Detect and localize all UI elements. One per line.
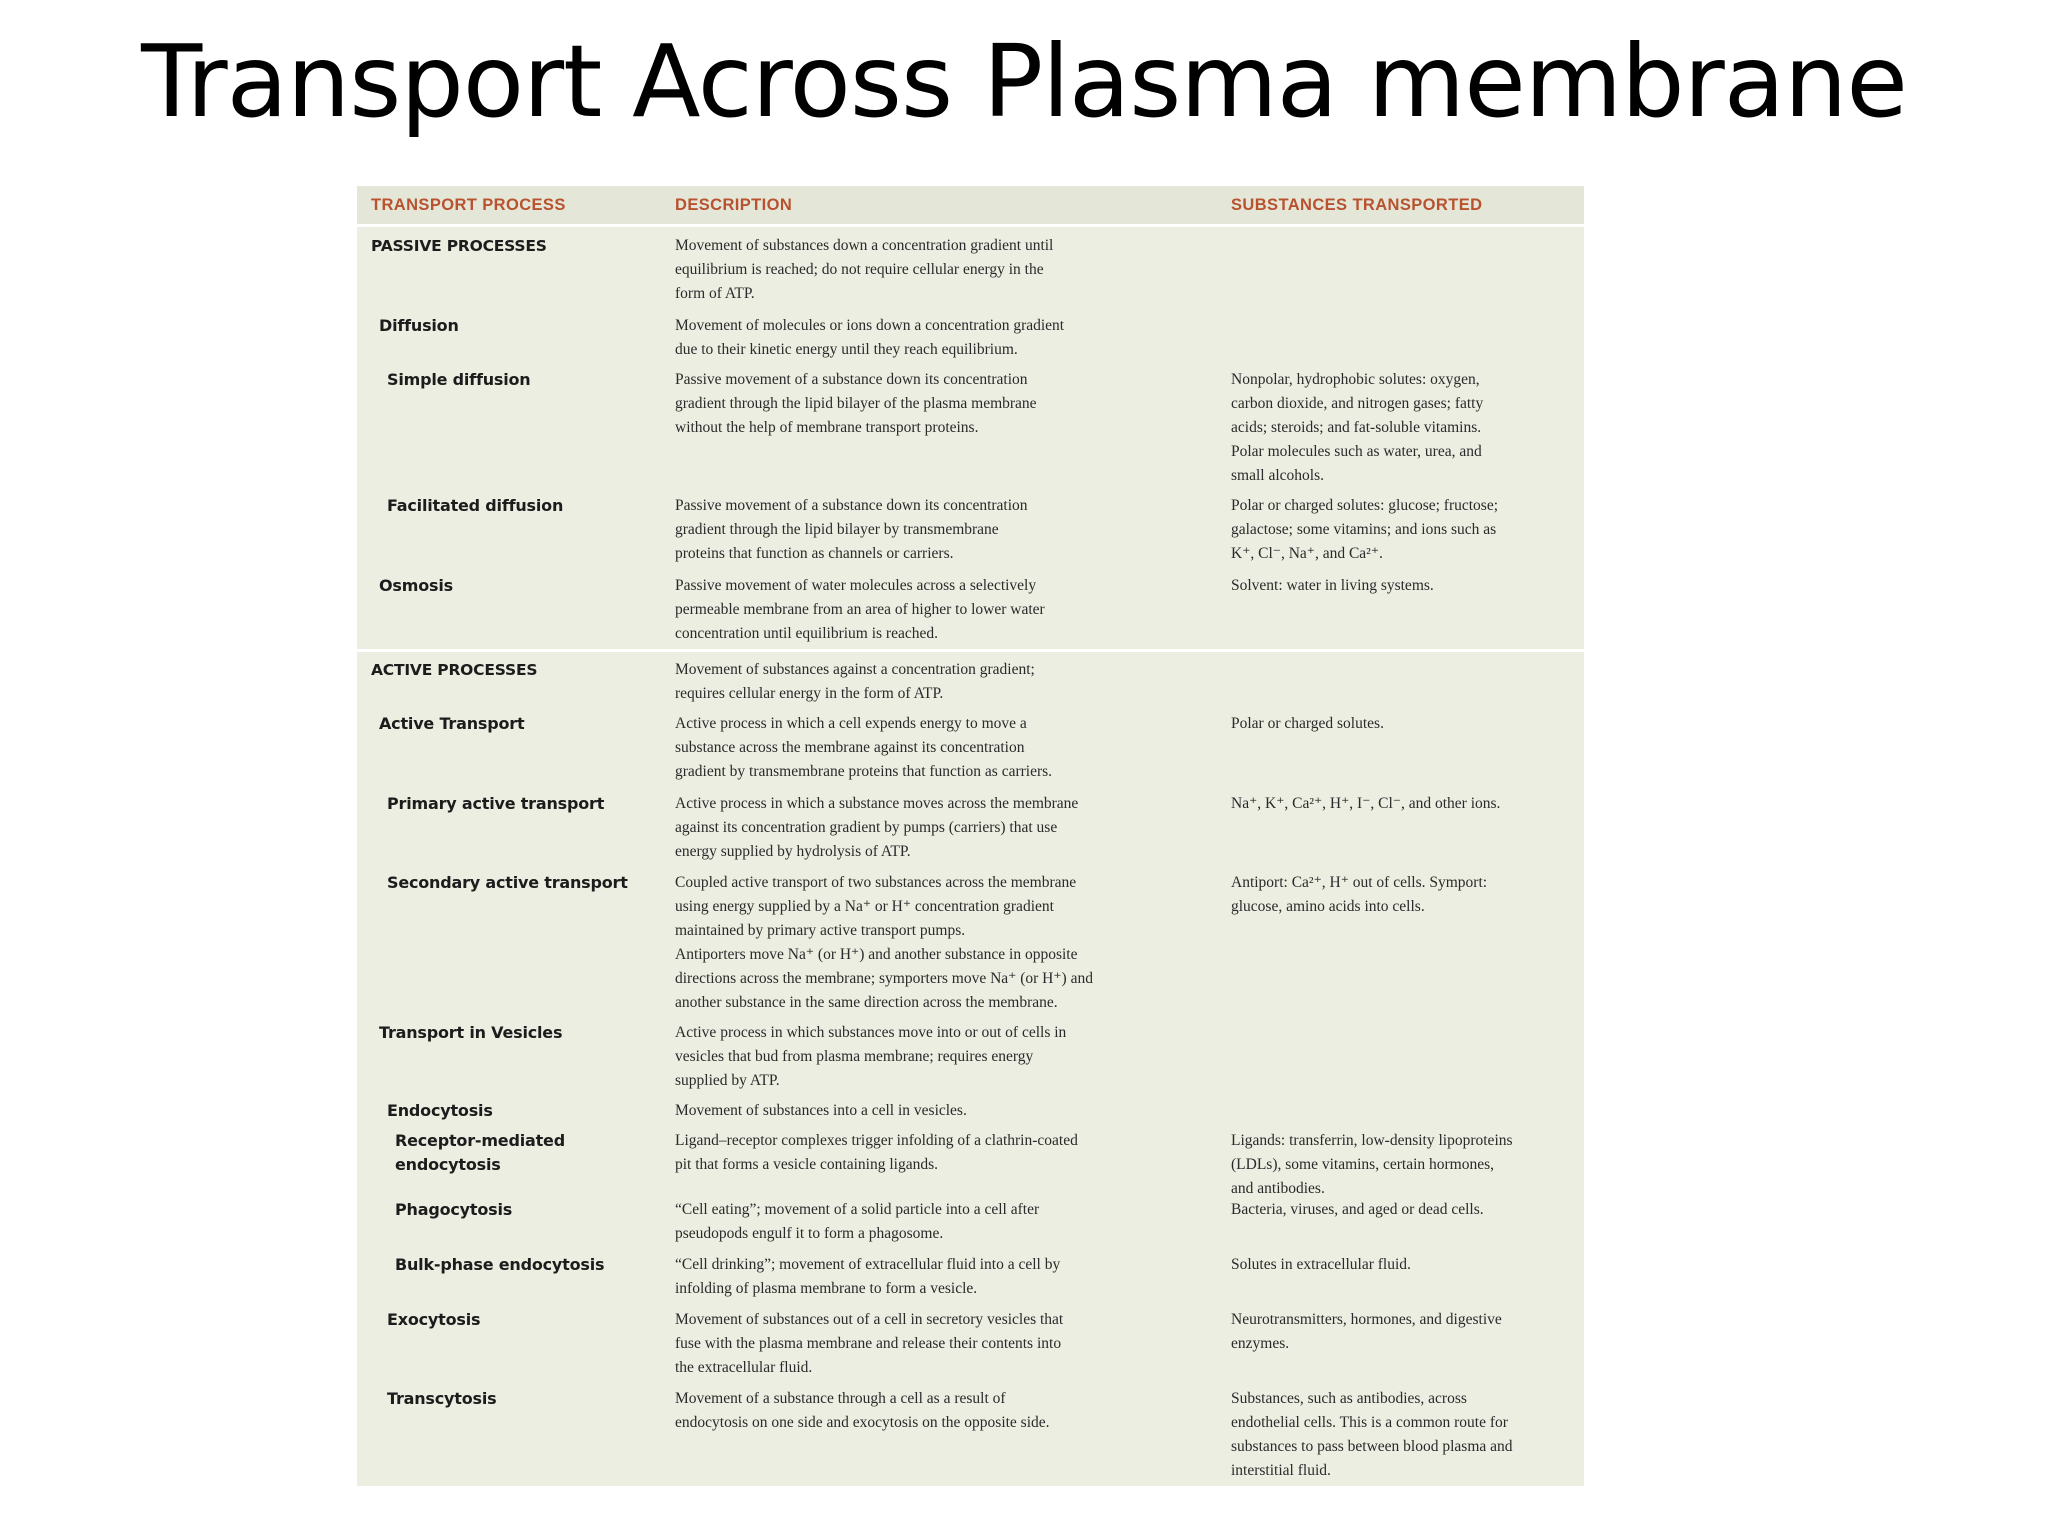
transport-process-cell: Endocytosis bbox=[387, 1101, 493, 1120]
description-cell bbox=[675, 1129, 1175, 1177]
description-line: Movement of substances down a concentration gradient until bbox=[675, 237, 1054, 254]
substances-line: Solvent: water in living systems. bbox=[1231, 577, 1434, 594]
description-line: gradient through the lipid bilayer by transmembrane bbox=[675, 521, 999, 538]
substances-line: K⁺, Cl⁻, Na⁺, and Ca²⁺. bbox=[1231, 545, 1383, 562]
description-cell bbox=[675, 234, 1175, 306]
description-cell bbox=[675, 1253, 1175, 1301]
substances-cell bbox=[1231, 368, 1571, 488]
description-line: Active process in which a substance moves across the membrane bbox=[675, 795, 1079, 812]
description-line: Passive movement of water molecules across a selectively bbox=[675, 577, 1037, 594]
substances-cell bbox=[1231, 574, 1571, 598]
transport-process-cell: Diffusion bbox=[379, 316, 459, 335]
table-header bbox=[357, 186, 1584, 227]
description-cell bbox=[675, 494, 1175, 566]
description-cell bbox=[675, 1308, 1175, 1380]
description-line: directions across the membrane; symporters move Na⁺ (or H⁺) and bbox=[675, 970, 1093, 987]
substances-line: Neurotransmitters, hormones, and digestive bbox=[1231, 1311, 1502, 1328]
description-cell bbox=[675, 368, 1175, 440]
description-line: Movement of substances against a concentration gradient; bbox=[675, 661, 1035, 678]
description-cell bbox=[675, 1198, 1175, 1246]
substances-line: Polar molecules such as water, urea, and bbox=[1231, 443, 1482, 460]
transport-process-cell: Transcytosis bbox=[387, 1389, 497, 1408]
description-line: proteins that function as channels or carriers. bbox=[675, 545, 954, 562]
description-line: without the help of membrane transport proteins. bbox=[675, 419, 979, 436]
description-line: Passive movement of a substance down its concentration bbox=[675, 371, 1028, 388]
description-line: fuse with the plasma membrane and release their contents into bbox=[675, 1335, 1062, 1352]
header-transport-process: TRANSPORT PROCESS bbox=[371, 196, 566, 214]
substances-line: glucose, amino acids into cells. bbox=[1231, 898, 1425, 915]
description-cell bbox=[675, 712, 1175, 784]
header-substances-transported: SUBSTANCES TRANSPORTED bbox=[1231, 196, 1483, 214]
substances-line: endothelial cells. This is a common route for bbox=[1231, 1414, 1508, 1431]
description-line: using energy supplied by a Na⁺ or H⁺ concentration gradient bbox=[675, 898, 1054, 915]
substances-cell bbox=[1231, 792, 1571, 816]
substances-line: substances to pass between blood plasma and bbox=[1231, 1438, 1513, 1455]
substances-line: Polar or charged solutes: glucose; fructose; bbox=[1231, 497, 1499, 514]
substances-cell bbox=[1231, 712, 1571, 736]
description-cell bbox=[675, 1099, 1175, 1123]
description-line: Movement of substances into a cell in vesicles. bbox=[675, 1102, 967, 1119]
substances-line: Solutes in extracellular fluid. bbox=[1231, 1256, 1411, 1273]
description-line: concentration until equilibrium is reached. bbox=[675, 625, 938, 642]
description-line: the extracellular fluid. bbox=[675, 1359, 813, 1376]
description-line: vesicles that bud from plasma membrane; requires energy bbox=[675, 1048, 1034, 1065]
substances-line: interstitial fluid. bbox=[1231, 1462, 1331, 1479]
description-cell bbox=[675, 1021, 1175, 1093]
description-line: due to their kinetic energy until they reach equilibrium. bbox=[675, 341, 1018, 358]
substances-line: Na⁺, K⁺, Ca²⁺, H⁺, I⁻, Cl⁻, and other ions. bbox=[1231, 795, 1501, 812]
transport-process-cell: Bulk-phase endocytosis bbox=[395, 1255, 605, 1274]
description-line: Active process in which substances move into or out of cells in bbox=[675, 1024, 1067, 1041]
section-divider bbox=[357, 649, 1584, 652]
substances-line: Polar or charged solutes. bbox=[1231, 715, 1384, 732]
description-line: energy supplied by hydrolysis of ATP. bbox=[675, 843, 911, 860]
transport-process-cell: ACTIVE PROCESSES bbox=[371, 661, 538, 679]
substances-line: galactose; some vitamins; and ions such as bbox=[1231, 521, 1497, 538]
description-line: permeable membrane from an area of higher to lower water bbox=[675, 601, 1045, 618]
description-line: Ligand–receptor complexes trigger infolding of a clathrin-coated bbox=[675, 1132, 1078, 1149]
description-line: Movement of substances out of a cell in secretory vesicles that bbox=[675, 1311, 1064, 1328]
substances-line: Ligands: transferrin, low-density lipoproteins bbox=[1231, 1132, 1513, 1149]
description-cell bbox=[675, 314, 1175, 362]
substances-cell bbox=[1231, 1129, 1571, 1201]
substances-cell bbox=[1231, 1387, 1571, 1483]
description-line: endocytosis on one side and exocytosis on the opposite side. bbox=[675, 1414, 1050, 1431]
description-cell bbox=[675, 1387, 1175, 1435]
description-line: gradient by transmembrane proteins that function as carriers. bbox=[675, 763, 1053, 780]
transport-process-cell: Phagocytosis bbox=[395, 1200, 513, 1219]
description-cell bbox=[675, 658, 1175, 706]
description-line: maintained by primary active transport pumps. bbox=[675, 922, 966, 939]
transport-process-cell: PASSIVE PROCESSES bbox=[371, 237, 547, 255]
description-line: Movement of a substance through a cell as a result of bbox=[675, 1390, 1006, 1407]
transport-process-cell: Receptor-mediated endocytosis bbox=[395, 1131, 565, 1174]
description-line: equilibrium is reached; do not require cellular energy in the bbox=[675, 261, 1044, 278]
description-cell bbox=[675, 792, 1175, 864]
substances-cell bbox=[1231, 1308, 1571, 1356]
transport-process-cell: Transport in Vesicles bbox=[379, 1023, 563, 1042]
substances-line: Nonpolar, hydrophobic solutes: oxygen, bbox=[1231, 371, 1480, 388]
transport-process-cell: Active Transport bbox=[379, 714, 525, 733]
header-description: DESCRIPTION bbox=[675, 196, 793, 214]
transport-process-cell: Osmosis bbox=[379, 576, 453, 595]
transport-process-cell: Facilitated diffusion bbox=[387, 496, 564, 515]
description-line: infolding of plasma membrane to form a vesicle. bbox=[675, 1280, 978, 1297]
description-line: Movement of molecules or ions down a concentration gradient bbox=[675, 317, 1065, 334]
description-cell bbox=[675, 574, 1175, 646]
substances-line: Antiport: Ca²⁺, H⁺ out of cells. Symport: bbox=[1231, 874, 1488, 891]
transport-process-cell: Exocytosis bbox=[387, 1310, 481, 1329]
slide-title: Transport Across Plasma membrane bbox=[141, 23, 1907, 140]
transport-process-cell: Secondary active transport bbox=[387, 873, 628, 892]
description-line: requires cellular energy in the form of ATP. bbox=[675, 685, 944, 702]
substances-line: (LDLs), some vitamins, certain hormones, bbox=[1231, 1156, 1495, 1173]
substances-line: small alcohols. bbox=[1231, 467, 1324, 484]
transport-table bbox=[357, 186, 1584, 1486]
description-line: another substance in the same direction across the membrane. bbox=[675, 994, 1058, 1011]
description-line: Active process in which a cell expends energy to move a bbox=[675, 715, 1027, 732]
substances-line: enzymes. bbox=[1231, 1335, 1290, 1352]
description-line: Antiporters move Na⁺ (or H⁺) and another substance in opposite bbox=[675, 946, 1078, 963]
transport-process-cell: Simple diffusion bbox=[387, 370, 531, 389]
substances-line: Bacteria, viruses, and aged or dead cells. bbox=[1231, 1201, 1484, 1218]
substances-cell bbox=[1231, 1253, 1571, 1277]
description-line: supplied by ATP. bbox=[675, 1072, 780, 1089]
description-line: substance across the membrane against its concentration bbox=[675, 739, 1025, 756]
description-line: Coupled active transport of two substances across the membrane bbox=[675, 874, 1077, 891]
transport-process-cell: Primary active transport bbox=[387, 794, 605, 813]
description-line: form of ATP. bbox=[675, 285, 755, 302]
substances-cell bbox=[1231, 494, 1571, 566]
description-cell bbox=[675, 871, 1175, 1015]
description-line: against its concentration gradient by pumps (carriers) that use bbox=[675, 819, 1058, 836]
description-line: pit that forms a vesicle containing ligands. bbox=[675, 1156, 939, 1173]
description-line: pseudopods engulf it to form a phagosome. bbox=[675, 1225, 944, 1242]
substances-line: and antibodies. bbox=[1231, 1180, 1325, 1197]
description-line: gradient through the lipid bilayer of the plasma membrane bbox=[675, 395, 1037, 412]
substances-line: Substances, such as antibodies, across bbox=[1231, 1390, 1467, 1407]
description-line: “Cell drinking”; movement of extracellular fluid into a cell by bbox=[675, 1256, 1061, 1273]
substances-line: acids; steroids; and fat-soluble vitamins. bbox=[1231, 419, 1482, 436]
substances-line: carbon dioxide, and nitrogen gases; fatty bbox=[1231, 395, 1484, 412]
substances-cell bbox=[1231, 871, 1571, 919]
substances-cell bbox=[1231, 1198, 1571, 1222]
description-line: “Cell eating”; movement of a solid particle into a cell after bbox=[675, 1201, 1040, 1218]
description-line: Passive movement of a substance down its concentration bbox=[675, 497, 1028, 514]
